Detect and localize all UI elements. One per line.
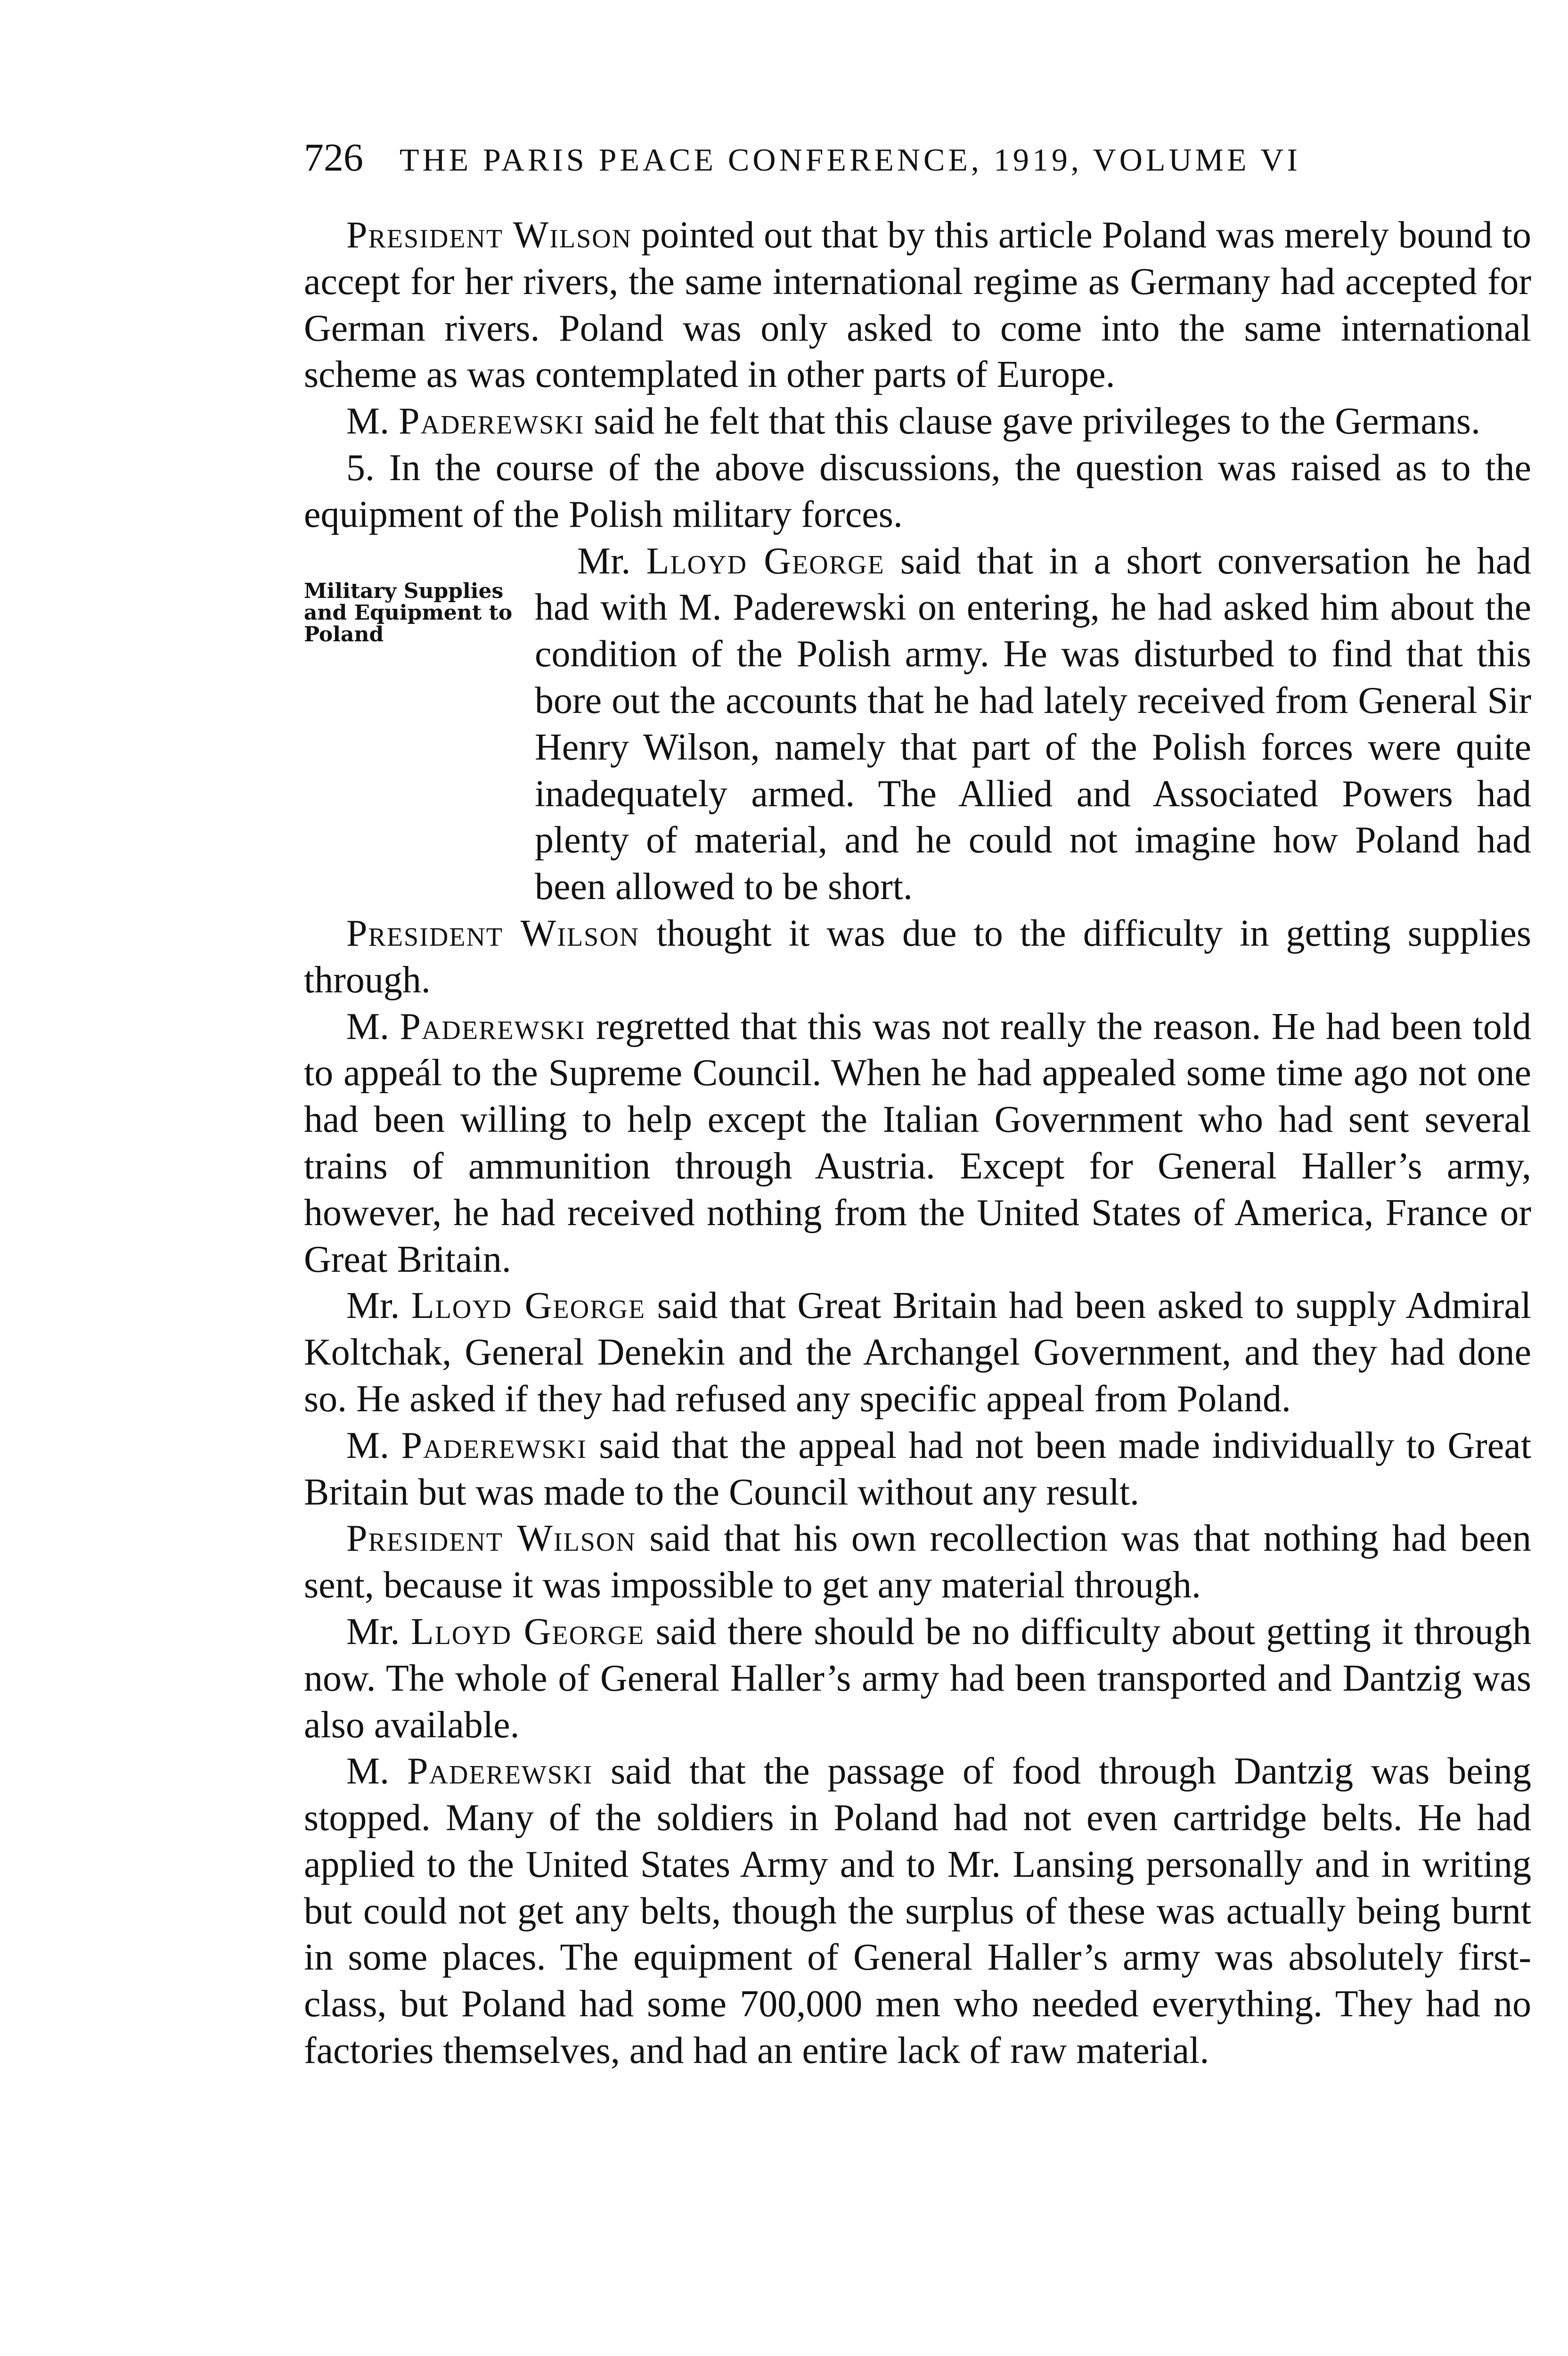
sidenote-line: and Equipment to xyxy=(304,600,513,625)
paragraph-4 xyxy=(535,538,1531,910)
paragraph-text: said there should be no difficulty about getting it through now. The whole of General Haller’s army had been transported and Dantzig was also available. xyxy=(304,1611,1532,1746)
speaker-name: Paderewski xyxy=(407,1751,593,1792)
speaker-name: President Wilson xyxy=(346,214,632,256)
speaker-prefix: M. xyxy=(346,401,399,442)
speaker-name: Paderewski xyxy=(399,401,585,442)
sidenote-line: Military Supplies xyxy=(304,579,504,603)
paragraph-5 xyxy=(304,910,1531,1004)
sidenote-line: Poland xyxy=(304,622,384,646)
speaker-prefix: M. xyxy=(346,1751,408,1792)
page-number: 726 xyxy=(304,136,363,180)
speaker-name: President Wilson xyxy=(346,912,640,954)
speaker-prefix: M. xyxy=(346,1006,400,1047)
speaker-name: Lloyd George xyxy=(410,1611,645,1652)
paragraph-9 xyxy=(304,1515,1531,1609)
paragraph-text: said that the passage of food through Dantzig was being stopped. Many of the soldiers in Poland had not even cartridge belts. He had applied to the United States Army and to Mr. Lansing personally and in writing but could not get any belts, though the surplus of these was actually being burnt in some places. The equipment of General Haller’s army was absolutely first-class, but Poland had some 700,000 men who needed everything. They had no factories themselves, and had an entire lack of raw material. xyxy=(304,1751,1532,2072)
speaker-prefix: Mr. xyxy=(346,1611,411,1652)
speaker-name: Paderewski xyxy=(400,1006,586,1047)
running-title: THE PARIS PEACE CONFERENCE, 1919, VOLUME VI xyxy=(400,142,1301,178)
paragraph-3 xyxy=(304,445,1531,538)
page-header xyxy=(304,137,1531,181)
paragraph-1 xyxy=(304,212,1531,398)
margin-sidenote xyxy=(304,581,521,646)
paragraph-11 xyxy=(304,1748,1531,2074)
paragraph-text: 5. In the course of the above discussions, the question was raised as to the equipment of the Polish military forces. xyxy=(304,447,1531,535)
paragraph-text: pointed out that by this article Poland was merely bound to accept for her rivers, the same international regime as Germany had accepted for German rivers. Poland was only asked to come into the same international scheme as was contemplated in other parts of Europe. xyxy=(304,214,1531,396)
speaker-name: Paderewski xyxy=(401,1424,587,1466)
paragraph-text: thought it was due to the difficulty in getting supplies through. xyxy=(304,912,1531,1001)
paragraph-text: said that Great Britain had been asked to supply Admiral Koltchak, General Denekin and the Archangel Government, and they had done so. He asked if they had refused any specific appeal from Poland. xyxy=(304,1285,1531,1420)
paragraph-10 xyxy=(304,1609,1531,1748)
speaker-name: Lloyd George xyxy=(411,1285,646,1327)
paragraph-6 xyxy=(304,1004,1531,1283)
speaker-prefix: Mr. xyxy=(577,540,646,582)
sidenote-row xyxy=(304,538,1531,910)
speaker-name: President Wilson xyxy=(346,1518,636,1560)
speaker-prefix: M. xyxy=(346,1424,401,1466)
speaker-name: Lloyd George xyxy=(646,540,885,582)
page-body xyxy=(304,212,1531,2074)
paragraph-text: said that in a short conversation he had had with M. Paderewski on entering, he had asked him about the condition of the Polish army. He was disturbed to find that this bore out the accounts that he had lately received from General Sir Henry Wilson, namely that part of the Polish forces were quite inadequately armed. The Allied and Associated Powers had plenty of material, and he could not imagine how Poland had been allowed to be short. xyxy=(535,540,1532,908)
paragraph-7 xyxy=(304,1283,1531,1422)
paragraph-2 xyxy=(304,398,1531,445)
paragraph-text: said he felt that this clause gave privileges to the Germans. xyxy=(584,401,1481,442)
paragraph-text: said that his own recollection was that nothing had been sent, because it was impossible to get any material through. xyxy=(304,1518,1532,1606)
paragraph-text: regretted that this was not really the reason. He had been told to appeál to the Supreme Council. When he had appealed some time ago not one had been willing to help except the Italian Government who had sent several trains of ammunition through Austria. Except for General Haller’s army, however, he had received nothing from the United States of America, France or Great Britain. xyxy=(304,1006,1531,1280)
paragraph-8 xyxy=(304,1423,1531,1516)
speaker-prefix: Mr. xyxy=(346,1285,411,1327)
paragraph-text: said that the appeal had not been made individually to Great Britain but was made to the Council without any result. xyxy=(304,1424,1532,1513)
